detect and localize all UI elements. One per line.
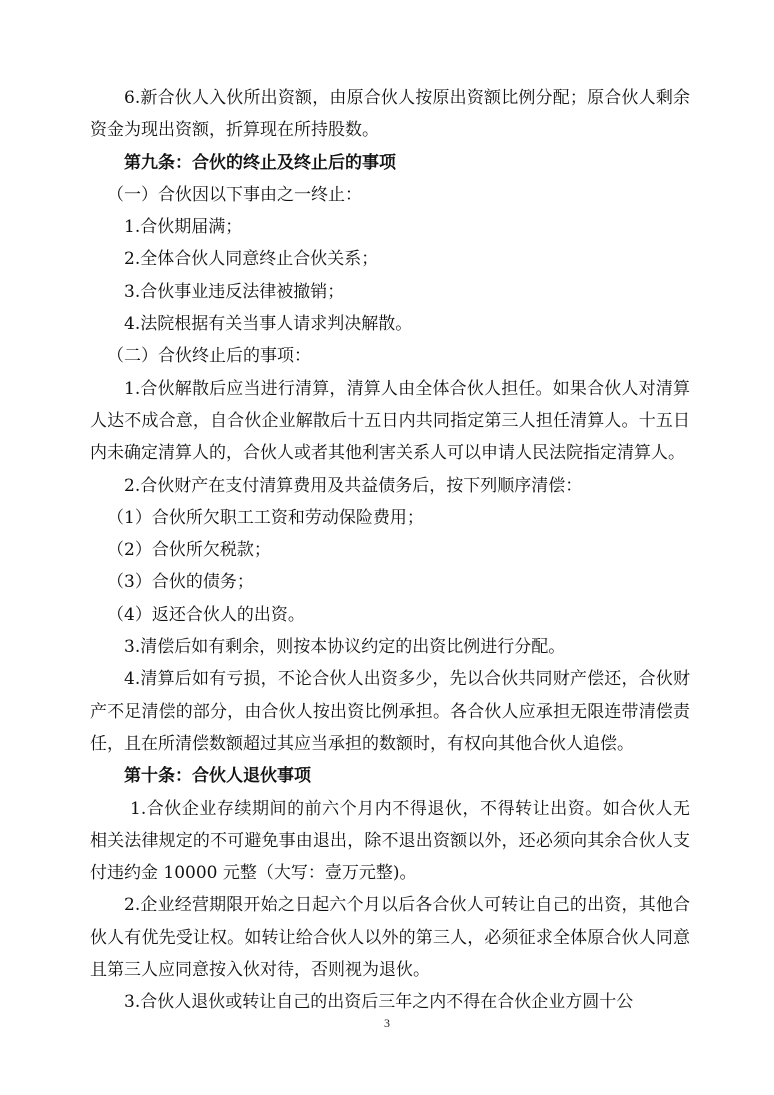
paragraph-liquidation: 1.合伙解散后应当进行清算，清算人由全体合伙人担任。如果合伙人对清算人达不成合意，自合伙企业解散后十五日内共同指定第三人担任清算人。十五日内未确定清算人的，合伙人或者其他利害关系人可以申请人民法院指定清算人。 (90, 378, 690, 464)
paragraph-non-compete: 3.合伙人退伙或转让自己的出资后三年之内不得在合伙企业方圆十公 (124, 992, 634, 1013)
paragraph-repayment-order: 2.合伙财产在支付清算费用及共益债务后，按下列顺序清偿： (124, 475, 583, 496)
list-item: （3）合伙的债务； (107, 572, 254, 593)
paragraph-capital-transfer: 2.企业经营期限开始之日起六个月以后各合伙人可转让自己的出资，其他合伙人有优先受让权。如转让给合伙人以外的第三人，必须征求全体原合伙人同意且第三人应同意按入伙对待，否则视为退伙。 (90, 895, 690, 981)
list-item: 3.合伙事业违反法律被撤销； (124, 281, 345, 302)
paragraph-loss: 4.清算后如有亏损，不论合伙人出资多少，先以合伙共同财产偿还，合伙财产不足清偿的部分，由合伙人按出资比例承担。各合伙人应承担无限连带清偿责任，且在所清偿数额超过其应当承担的数额时，有权向其他合伙人追偿。 (90, 669, 690, 754)
list-item: （4）返还合伙人的出资。 (107, 604, 305, 625)
subheading-termination-causes: （一）合伙因以下事由之一终止： (107, 184, 362, 205)
list-item: （2）合伙所欠税款； (107, 540, 271, 561)
heading-article-9: 第九条：合伙的终止及终止后的事项 (124, 152, 396, 173)
subheading-post-termination: （二）合伙终止后的事项： (107, 346, 311, 367)
list-item: 4.法院根据有关当事人请求判决解散。 (124, 314, 413, 335)
document-page (90, 82, 690, 1019)
page-number: 3 (384, 1016, 390, 1030)
list-item: 1.合伙期届满； (124, 217, 243, 238)
paragraph-new-partner-capital: 6.新合伙人入伙所出资额，由原合伙人按原出资额比例分配；原合伙人剩余资金为现出资额，折算现在所持股数。 (90, 88, 690, 141)
list-item: 2.全体合伙人同意终止合伙关系； (124, 249, 379, 270)
list-item: （1）合伙所欠职工工资和劳动保险费用； (107, 507, 424, 528)
paragraph-surplus: 3.清偿后如有剩余，则按本协议约定的出资比例进行分配。 (124, 637, 566, 658)
paragraph-withdrawal-restriction: 1.合伙企业存续期间的前六个月内不得退伙，不得转让出资。如合伙人无相关法律规定的不可避免事由退出，除不退出资额以外，还必须向其余合伙人支付违约金 10000 元整（大写：壹万元整)。 (90, 798, 690, 884)
heading-article-10: 第十条：合伙人退伙事项 (124, 766, 311, 787)
